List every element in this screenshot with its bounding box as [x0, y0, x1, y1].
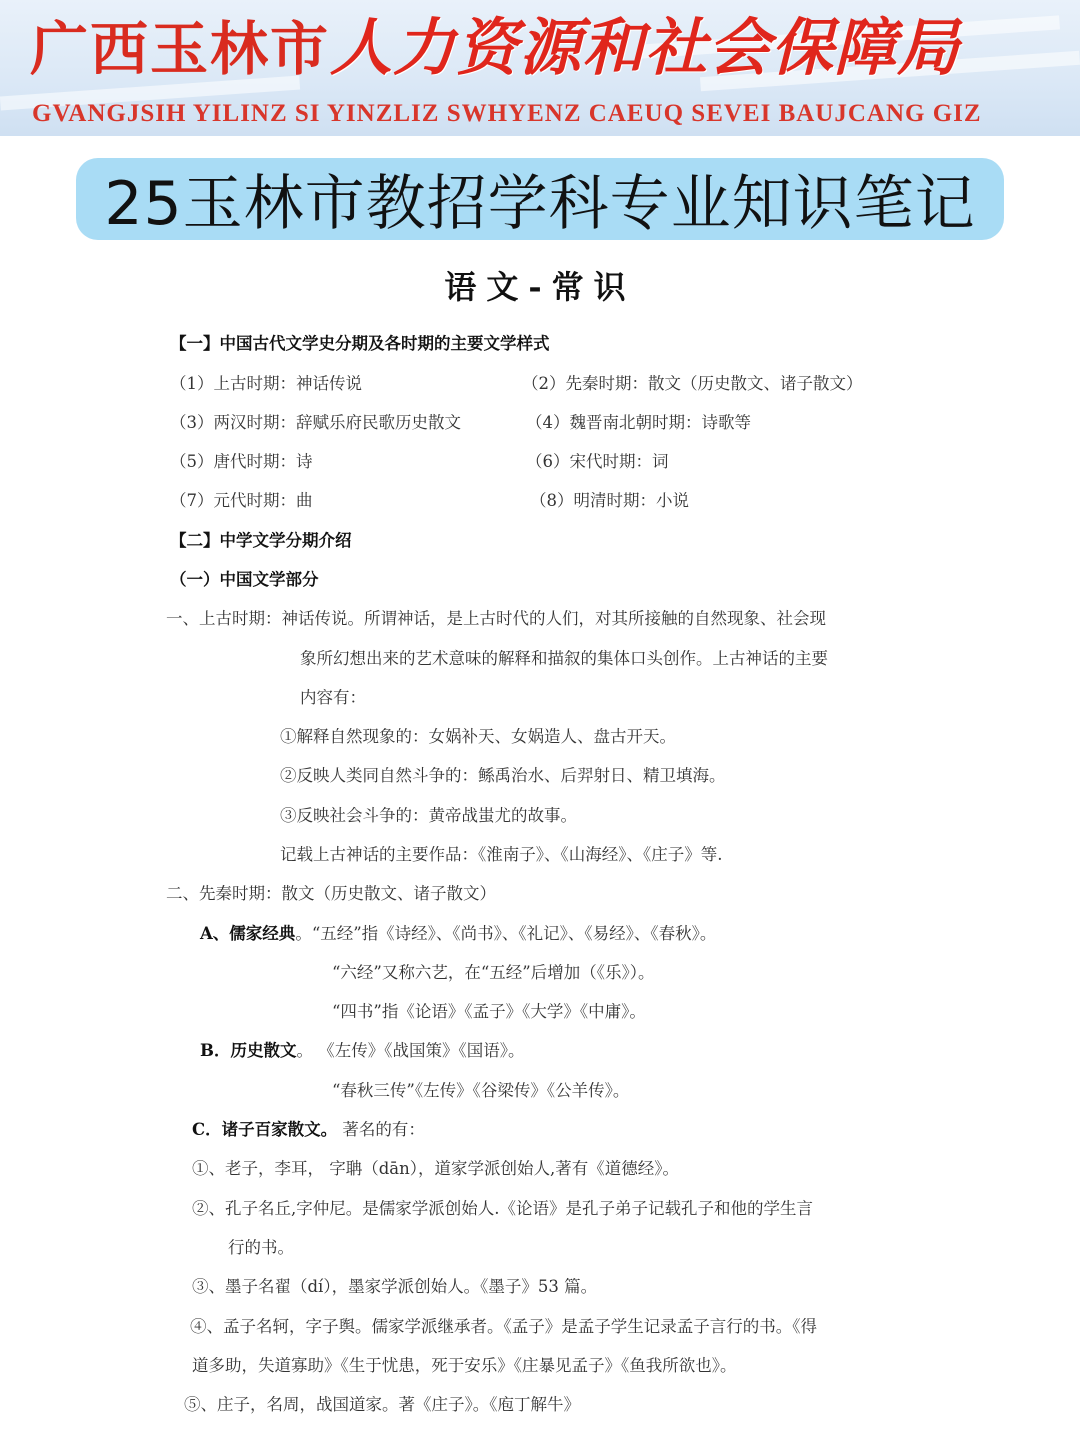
myth-item: ②反映人类同自然斗争的：鲧禹治水、后羿射日、精卫填海。 [280, 766, 726, 785]
philosopher-item: ③、墨子名翟（dí），墨家学派创始人。《墨子》53 篇。 [192, 1277, 598, 1296]
label-b: B．历史散文 [200, 1041, 297, 1060]
confucian-classics [200, 923, 716, 945]
label-c: C．诸子百家散文。 [192, 1120, 338, 1139]
philosopher-item: ④、孟子名轲，字子舆。儒家学派继承者。《孟子》是孟子学生记录孟子言行的书。《得 [190, 1317, 817, 1336]
period-item: （3）两汉时期：辞赋乐府民歌历史散文 [170, 413, 461, 432]
preqin-heading: 二、先秦时期：散文（历史散文、诸子散文） [166, 884, 496, 903]
history-prose [200, 1040, 524, 1062]
section1-heading: 【一】中国古代文学史分期及各时期的主要文学样式 [170, 334, 550, 353]
page-title: 25玉林市教招学科专业知识笔记 [104, 169, 976, 239]
philosopher-item: 道多助，失道寡助》《生于忧患，死于安乐》《庄暴见孟子》《鱼我所欲也》。 [192, 1356, 737, 1375]
banner-romanized: GVANGJSIH YILINZ SI YINZLIZ SWHYENZ CAEUQ SEVEI BAUJCANG GIZ [32, 100, 982, 127]
philosopher-item: ②、孔子名丘,字仲尼。是儒家学派创始人.《论语》是孔子弟子记载孔子和他的学生言 [192, 1199, 813, 1218]
paragraph-line: 一、上古时期：神话传说。所谓神话，是上古时代的人们，对其所接触的自然现象、社会现 [166, 609, 826, 628]
myth-item: ①解释自然现象的：女娲补天、女娲造人、盘古开天。 [280, 727, 676, 746]
period-item: （6）宋代时期：词 [526, 452, 669, 471]
text-a: 。“五经”指《诗经》、《尚书》、《礼记》、《易经》、《春秋》。 [295, 924, 717, 943]
myth-works: 记载上古神话的主要作品：《淮南子》、《山海经》、《庄子》等. [280, 845, 723, 864]
philosopher-item: 行的书。 [228, 1238, 294, 1257]
banner-title [30, 8, 960, 89]
period-item: （7）元代时期：曲 [170, 491, 313, 510]
period-item: （5）唐代时期：诗 [170, 452, 313, 471]
philosopher-item: ①、老子，李耳， 字聃（dān），道家学派创始人,著有《道德经》。 [192, 1159, 680, 1178]
text-b: 。 《左传》《战国策》《国语》。 [296, 1041, 525, 1060]
paragraph-line: 内容有： [300, 688, 366, 707]
text-c: 著名的有： [337, 1120, 425, 1139]
period-item: （8）明清时期：小说 [530, 491, 689, 510]
header-banner [0, 0, 1080, 136]
label-a: A、儒家经典 [200, 924, 296, 943]
period-item: （4）魏晋南北朝时期：诗歌等 [526, 413, 751, 432]
philosophers-prose [192, 1119, 425, 1141]
period-item: （1）上古时期：神话传说 [170, 374, 362, 393]
paragraph-line: “四书”指《论语》《孟子》《大学》《中庸》。 [332, 1002, 646, 1021]
paragraph-line: 象所幻想出来的艺术意味的解释和描叙的集体口头创作。上古神话的主要 [300, 649, 828, 668]
section2-subheading: （一）中国文学部分 [170, 570, 319, 589]
title-pill [76, 158, 1004, 240]
banner-bureau: 人力资源和社会保障局 [330, 11, 961, 84]
section2-heading: 【二】中学文学分期介绍 [170, 531, 352, 550]
philosopher-item: ⑤、庄子，名周，战国道家。著《庄子》。《庖丁解牛》 [184, 1395, 580, 1414]
myth-item: ③反映社会斗争的：黄帝战蚩尤的故事。 [280, 806, 577, 825]
banner-city: 广西玉林市 [30, 15, 331, 83]
paragraph-line: “春秋三传”《左传》《谷梁传》《公羊传》。 [332, 1081, 630, 1100]
paragraph-line: “六经”又称六艺，在“五经”后增加（《乐》）。 [332, 963, 655, 982]
page-subtitle: 语文-常识 [444, 268, 636, 306]
period-item: （2）先秦时期：散文（历史散文、诸子散文） [522, 374, 863, 393]
